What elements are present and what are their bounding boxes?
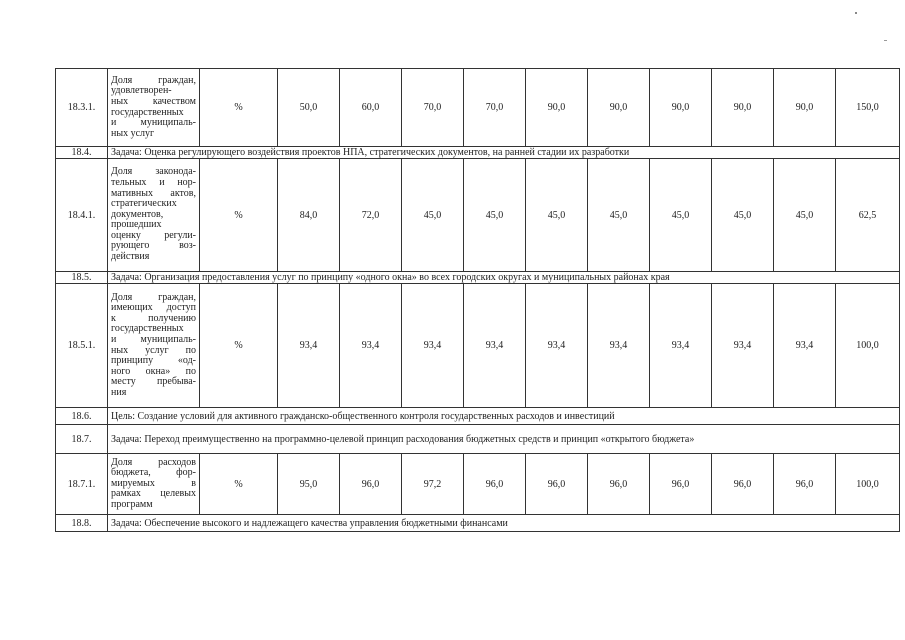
task-text: Задача: Переход преимущественно на программно-целевой принцип расходования бюджетных средств и принцип «открытого бюджета» <box>108 425 900 454</box>
indicators-table <box>55 68 900 532</box>
value-cell: 96,0 <box>526 454 588 515</box>
value-cell: 90,0 <box>650 69 712 147</box>
value-cell: 96,0 <box>712 454 774 515</box>
name-line: имеющих доступ <box>111 302 196 314</box>
name-line: Доля расходов <box>111 456 196 468</box>
name-line: удовлетворен- <box>111 85 172 97</box>
value-cell: 70,0 <box>402 69 464 147</box>
value-cell: 96,0 <box>464 454 526 515</box>
value-cell: 95,0 <box>278 454 340 515</box>
name-line: ния <box>111 386 127 398</box>
name-line: мируемых в <box>111 477 196 489</box>
value-cell: 45,0 <box>650 159 712 272</box>
value-cell: 45,0 <box>588 159 650 272</box>
row-number: 18.3.1. <box>56 69 108 147</box>
goal-row <box>56 408 900 425</box>
value-cell: 150,0 <box>836 69 900 147</box>
scan-speck <box>884 40 887 41</box>
name-line: бюджета, фор- <box>111 467 196 479</box>
name-line: стратегических <box>111 198 177 210</box>
name-line: действия <box>111 251 150 263</box>
row-number: 18.7. <box>56 425 108 454</box>
value-cell: 93,4 <box>526 284 588 408</box>
name-line: ных услуг по <box>111 344 196 356</box>
name-line: Доля граждан, <box>111 291 196 303</box>
value-cell: 100,0 <box>836 284 900 408</box>
value-cell: 84,0 <box>278 159 340 272</box>
name-line: ных услуг <box>111 127 155 139</box>
value-cell: 45,0 <box>464 159 526 272</box>
name-line: Доля законода- <box>111 166 196 178</box>
value-cell: 72,0 <box>340 159 402 272</box>
value-cell: 96,0 <box>774 454 836 515</box>
name-line: рующего воз- <box>111 240 196 252</box>
name-line: ных качеством <box>111 95 196 107</box>
value-cell: 45,0 <box>712 159 774 272</box>
name-line: оценку регули- <box>111 229 196 241</box>
value-cell: 93,4 <box>588 284 650 408</box>
row-number: 18.5.1. <box>56 284 108 408</box>
value-cell: 45,0 <box>402 159 464 272</box>
value-cell: 50,0 <box>278 69 340 147</box>
table-row <box>56 454 900 515</box>
name-line: прошедших <box>111 219 162 231</box>
name-line: ного окна» по <box>111 365 196 377</box>
value-cell: 90,0 <box>712 69 774 147</box>
task-row <box>56 147 900 159</box>
row-number: 18.6. <box>56 408 108 425</box>
table-row <box>56 69 900 147</box>
value-cell: 97,2 <box>402 454 464 515</box>
value-cell: 93,4 <box>340 284 402 408</box>
task-text: Задача: Обеспечение высокого и надлежащего качества управления бюджетными финансами <box>108 515 900 532</box>
name-line: рамках целевых <box>111 488 196 500</box>
indicator-name <box>108 69 200 147</box>
value-cell: 96,0 <box>340 454 402 515</box>
unit-cell: % <box>200 159 278 272</box>
row-number: 18.8. <box>56 515 108 532</box>
value-cell: 100,0 <box>836 454 900 515</box>
name-line: программ <box>111 498 153 510</box>
value-cell: 93,4 <box>464 284 526 408</box>
row-number: 18.4.1. <box>56 159 108 272</box>
value-cell: 96,0 <box>588 454 650 515</box>
name-line: документов, <box>111 208 164 220</box>
table-row <box>56 159 900 272</box>
task-text: Задача: Оценка регулирующего воздействия проектов НПА, стратегических документов, на ранней стадии их разработки <box>108 147 900 159</box>
name-line: и муниципаль- <box>111 117 196 129</box>
name-line: месту пребыва- <box>111 376 196 388</box>
name-line: государственных <box>111 106 184 118</box>
task-text: Задача: Организация предоставления услуг по принципу «одного окна» во всех городских округах и муниципальных районах края <box>108 272 900 284</box>
name-line: тельных и нор- <box>111 176 196 188</box>
name-line: Доля граждан, <box>111 74 196 86</box>
name-line: к получению <box>111 312 196 324</box>
row-number: 18.7.1. <box>56 454 108 515</box>
unit-cell: % <box>200 454 278 515</box>
task-row <box>56 272 900 284</box>
value-cell: 93,4 <box>774 284 836 408</box>
task-row <box>56 425 900 454</box>
name-line: мативных актов, <box>111 187 196 199</box>
name-line: и муниципаль- <box>111 333 196 345</box>
value-cell: 60,0 <box>340 69 402 147</box>
value-cell: 45,0 <box>526 159 588 272</box>
value-cell: 62,5 <box>836 159 900 272</box>
value-cell: 70,0 <box>464 69 526 147</box>
value-cell: 93,4 <box>650 284 712 408</box>
name-line: принципу «од- <box>111 355 196 367</box>
indicator-name <box>108 284 200 408</box>
value-cell: 45,0 <box>774 159 836 272</box>
indicator-name <box>108 159 200 272</box>
value-cell: 90,0 <box>526 69 588 147</box>
scan-speck <box>855 12 857 14</box>
goal-text: Цель: Создание условий для активного гражданско-общественного контроля государственных расходов и инвестиций <box>108 408 900 425</box>
unit-cell: % <box>200 284 278 408</box>
value-cell: 96,0 <box>650 454 712 515</box>
value-cell: 93,4 <box>712 284 774 408</box>
name-line: государственных <box>111 323 184 335</box>
value-cell: 90,0 <box>588 69 650 147</box>
table-row <box>56 284 900 408</box>
row-number: 18.5. <box>56 272 108 284</box>
indicator-name <box>108 454 200 515</box>
value-cell: 93,4 <box>402 284 464 408</box>
unit-cell: % <box>200 69 278 147</box>
value-cell: 90,0 <box>774 69 836 147</box>
value-cell: 93,4 <box>278 284 340 408</box>
task-row <box>56 515 900 532</box>
row-number: 18.4. <box>56 147 108 159</box>
